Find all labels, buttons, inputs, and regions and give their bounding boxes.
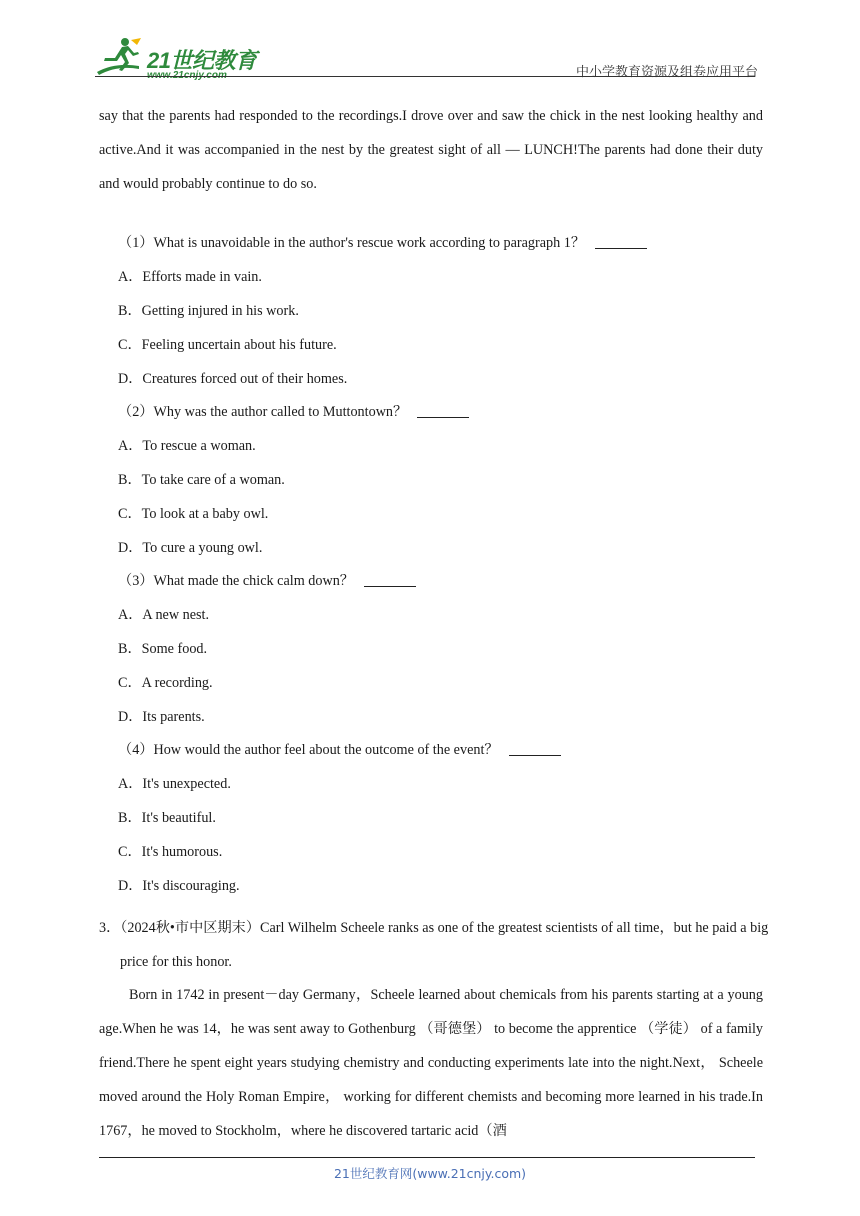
q3-option-d: D．Its parents.	[118, 709, 205, 725]
answer-blank[interactable]	[364, 586, 416, 587]
question-4-stem: （4）How would the author feel about the outcome of the event？	[118, 739, 561, 759]
answer-blank[interactable]	[509, 755, 561, 756]
platform-title: 中小学教育资源及组卷应用平台	[575, 65, 758, 80]
answer-blank[interactable]	[595, 248, 647, 249]
q3-option-c: C．A recording.	[118, 675, 213, 691]
q3-option-a: A．A new nest.	[118, 607, 210, 623]
q1-option-c: C．Feeling uncertain about his future.	[118, 337, 337, 353]
q1-option-b: B．Getting injured in his work.	[118, 303, 299, 319]
q4-option-c: C．It's humorous.	[118, 844, 223, 860]
question-1-stem: （1）What is unavoidable in the author's rescue work according to paragraph 1？	[118, 232, 647, 252]
q4-option-a: A．It's unexpected.	[118, 776, 231, 792]
q2-option-a: A．To rescue a woman.	[118, 438, 256, 454]
footer-link[interactable]: 21世纪教育网(www.21cnjy.com)	[333, 1166, 527, 1181]
question-3-stem: （3）What made the chick calm down？	[118, 570, 416, 590]
question-2-stem: （2）Why was the author called to Muttontown？	[118, 401, 469, 421]
q2-option-d: D．To cure a young owl.	[118, 540, 263, 556]
logo-url: www.21cnjy.com	[147, 70, 227, 81]
question-3-heading: 3．（2024秋•市中区期末）Carl Wilhelm Scheele ranks as one of the greatest scientists of all time，but he paid a big price for this honor.	[99, 920, 769, 970]
q1-option-d: D．Creatures forced out of their homes.	[118, 371, 348, 387]
passage-continuation: say that the parents had responded to the recordings.I drove over and saw the chick in the nest looking healthy and active.And it was accompanied in the nest by the greatest sight of all — LUNCH!The parents had done their duty and would probably continue to do so.	[99, 108, 763, 192]
page-header	[95, 32, 760, 81]
footer-divider	[99, 1157, 755, 1158]
q3-option-b: B．Some food.	[118, 641, 208, 657]
logo-text: 21世纪教育	[147, 48, 257, 73]
answer-blank[interactable]	[417, 417, 469, 418]
site-logo	[95, 36, 265, 81]
q4-option-b: B．It's beautiful.	[118, 810, 216, 826]
runner-logo-icon	[95, 36, 145, 78]
question-3-passage: Born in 1742 in present－day Germany，Scheele learned about chemicals from his parents starting at a young age.When he was 14，he was sent away to Gothenburg （哥德堡） to become the apprentice （学徒） of a family friend.There he spent eight years studying chemistry and conducting experiments late into the night.Next， Scheele moved around the Holy Roman Empire， working for different chemists and becoming more learned in his trade.In 1767，he moved to Stockholm，where he discovered tartaric acid（酒	[99, 987, 763, 1139]
q4-option-d: D．It's discouraging.	[118, 878, 240, 894]
q1-option-a: A．Efforts made in vain.	[118, 269, 262, 285]
header-divider	[95, 76, 755, 77]
q2-option-b: B．To take care of a woman.	[118, 472, 285, 488]
q2-option-c: C．To look at a baby owl.	[118, 506, 269, 522]
